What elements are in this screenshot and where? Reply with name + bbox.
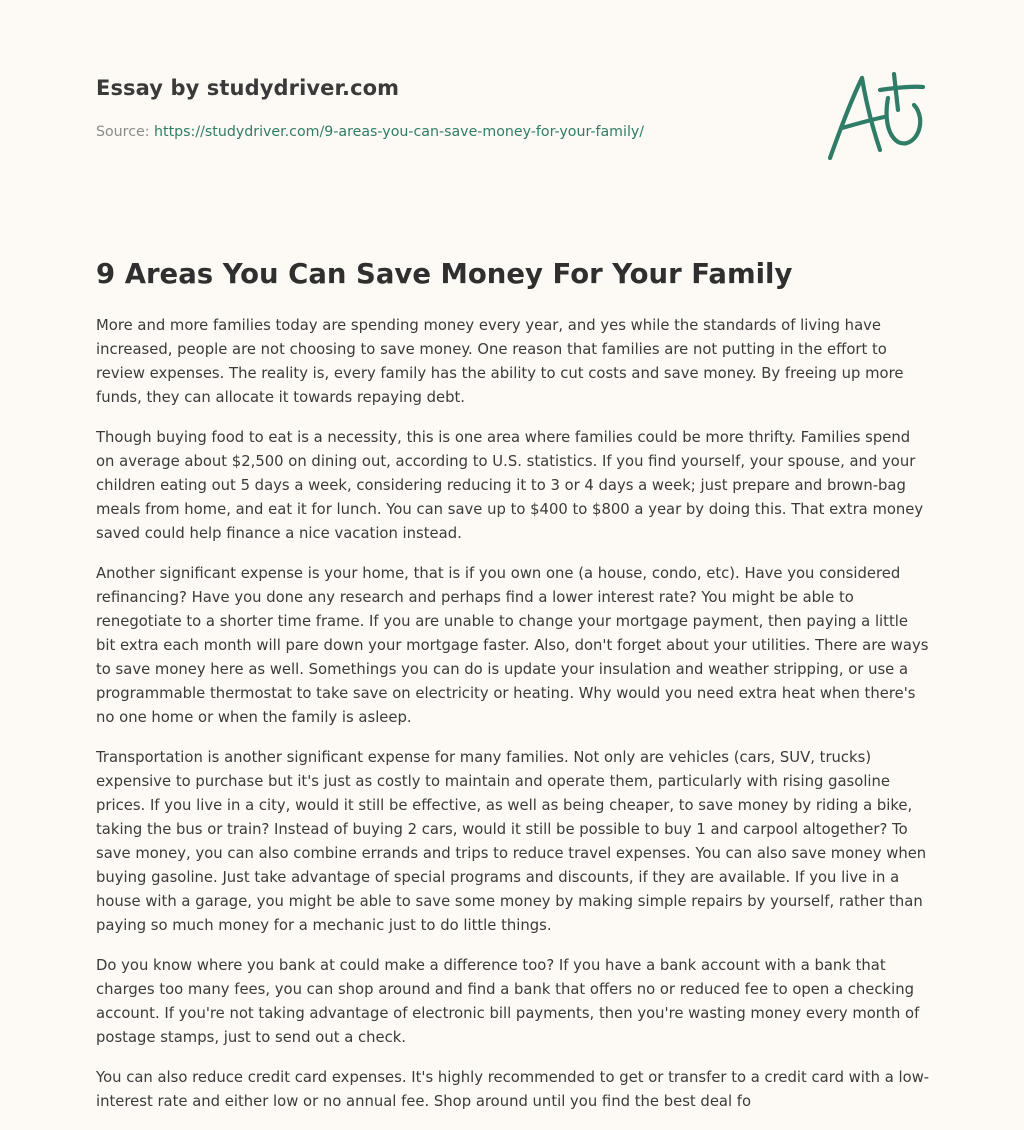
source-label: Source: — [96, 124, 150, 140]
a-plus-logo-icon — [822, 68, 928, 166]
source-line — [96, 122, 736, 142]
brand-title: Essay by studydriver.com — [96, 76, 400, 100]
essay-paragraph: You can also reduce credit card expenses. It's highly recommended to get or transfer to a credit card with a low-interest rate and either low or no annual fee. Shop around until you find the best deal fo — [96, 1069, 930, 1110]
essay-paragraph: Though buying food to eat is a necessity, this is one area where families could be more thrifty. Families spend on average about $2,500 on dining out, according to U.S. statistics. If you find yourself, your spouse, and your children eating out 5 days a week, considering reducing it to 3 or 4 days a week; just prepare and brown-bag meals from home, and eat it for lunch. You can save up to $400 to $800 a year by doing this. That extra money saved could help finance a nice vacation instead. — [96, 429, 924, 542]
essay-paragraph: Do you know where you bank at could make a difference too? If you have a bank account with a bank that charges too many fees, you can shop around and find a bank that offers no or reduced fee to open a checking account. If you're not taking advantage of electronic bill payments, then you're wasting money every month of postage stamps, just to send out a check. — [96, 957, 920, 1046]
essay-paragraph: Another significant expense is your home, that is if you own one (a house, condo, etc). Have you considered refinancing? Have you done any research and perhaps find a lower interest rate? You might be able to renegotiate to a shorter time frame. If you are unable to change your mortgage payment, then paying a little bit extra each month will pare down your mortgage faster. Also, don't forget about your utilities. There are ways to save money here as well. Somethings you can do is update your insulation and weather stripping, or use a programmable thermostat to take save on electricity or heating. Why would you need extra heat when there's no one home or when the family is asleep. — [96, 565, 929, 726]
essay-paragraph: More and more families today are spending money every year, and yes while the standards of living have increased, people are not choosing to save money. One reason that families are not putting in the effort to review expenses. The reality is, every family has the ability to cut costs and save money. By freeing up more funds, they can allocate it towards repaying debt. — [96, 317, 904, 406]
essay-body — [96, 314, 930, 1130]
essay-title: 9 Areas You Can Save Money For Your Family — [96, 258, 793, 290]
essay-paragraph: Transportation is another significant expense for many families. Not only are vehicles (cars, SUV, trucks) expensive to purchase but it's just as costly to maintain and operate them, particularly with rising gasoline prices. If you live in a city, would it still be effective, as well as being cheaper, to save money by riding a bike, taking the bus or train? Instead of buying 2 cars, would it still be possible to buy 1 and carpool altogether? To save money, you can also combine errands and trips to reduce travel expenses. You can also save money when buying gasoline. Just take advantage of special programs and discounts, if they are available. If you live in a house with a garage, you might be able to save some money by making simple repairs by yourself, rather than paying so much money for a mechanic just to do little things. — [96, 749, 927, 934]
source-link[interactable]: https://studydriver.com/9-areas-you-can-save-money-for-your-family/ — [154, 124, 645, 140]
document-header — [96, 72, 736, 142]
